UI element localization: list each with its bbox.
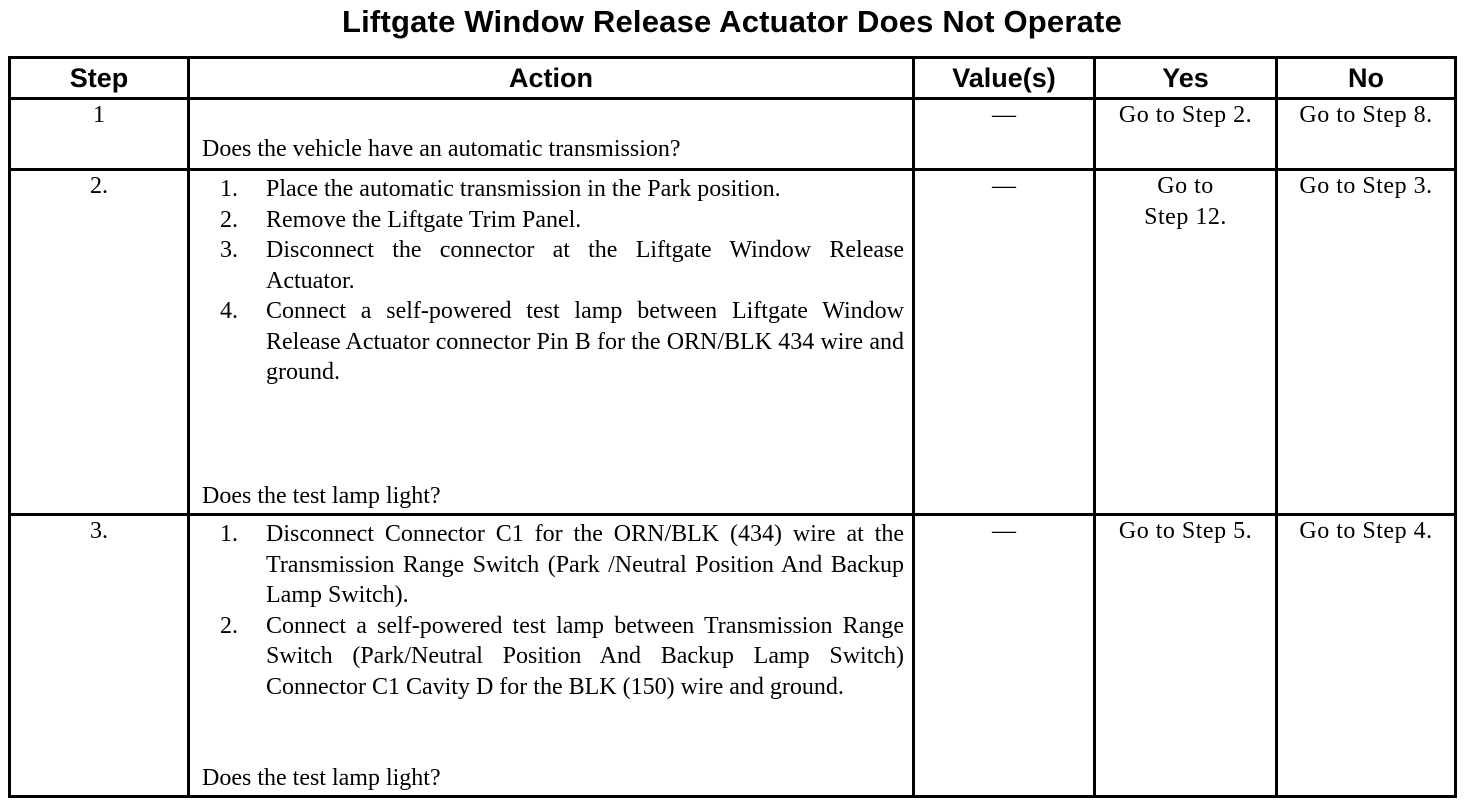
action-list — [190, 171, 912, 388]
list-item-text: Disconnect the connector at the Liftgate Window Release Actuator. — [266, 237, 904, 294]
list-item — [220, 296, 904, 388]
list-item — [220, 205, 904, 236]
list-item-number: 4. — [220, 298, 238, 324]
value-cell: — — [914, 515, 1095, 797]
page-title: Liftgate Window Release Actuator Does Not Operate — [341, 4, 1123, 39]
list-item — [220, 174, 904, 205]
header-no: No — [1277, 58, 1456, 99]
list-item-number: 3. — [220, 237, 238, 263]
header-yes: Yes — [1095, 58, 1277, 99]
header-values: Value(s) — [914, 58, 1095, 99]
header-step: Step — [10, 58, 189, 99]
list-item-text: Disconnect Connector C1 for the ORN/BLK (434) wire at the Transmission Range Switch (Park /Neutral Position And Backup Lamp Switch). — [266, 521, 904, 608]
list-item-text: Place the automatic transmission in the Park position. — [266, 176, 781, 202]
no-cell: Go to Step 3. — [1277, 170, 1456, 515]
question-text: Does the test lamp light? — [202, 764, 441, 791]
list-item-number: 1. — [220, 521, 238, 547]
yes-cell — [1095, 170, 1277, 515]
step-number: 3. — [10, 515, 189, 797]
list-item — [220, 519, 904, 611]
no-cell: Go to Step 8. — [1277, 99, 1456, 170]
list-item-text: Connect a self-powered test lamp between Liftgate Window Release Actuator connector Pin B for the ORN/BLK 434 wire and ground. — [266, 298, 904, 385]
table-header-row — [10, 58, 1456, 99]
header-action: Action — [189, 58, 914, 99]
action-cell — [189, 170, 914, 515]
yes-cell: Go to Step 2. — [1095, 99, 1277, 170]
no-cell: Go to Step 4. — [1277, 515, 1456, 797]
list-item-text: Connect a self-powered test lamp between Transmission Range Switch (Park/Neutral Position And Backup Lamp Switch) Connector C1 Cavity D for the BLK (150) wire and ground. — [266, 612, 904, 700]
table-row — [10, 99, 1456, 170]
value-cell: — — [914, 170, 1095, 515]
step-number: 2. — [10, 170, 189, 515]
diagnostic-table — [8, 56, 1457, 798]
table-row — [10, 170, 1456, 515]
action-cell — [189, 515, 914, 797]
list-item — [220, 235, 904, 296]
yes-cell-text: Go to Step 12. — [1144, 173, 1227, 230]
list-item — [220, 611, 904, 703]
step-number: 1 — [10, 99, 189, 170]
question-text: Does the vehicle have an automatic transmission? — [202, 135, 681, 162]
list-item-number: 2. — [220, 206, 238, 233]
yes-cell: Go to Step 5. — [1095, 515, 1277, 797]
list-item-number: 1. — [220, 176, 238, 202]
question-text: Does the test lamp light? — [202, 482, 441, 509]
action-cell — [189, 99, 914, 170]
table-row — [10, 515, 1456, 797]
list-item-text: Remove the Liftgate Trim Panel. — [266, 206, 582, 233]
action-list — [190, 516, 912, 702]
value-cell: — — [914, 99, 1095, 170]
list-item-number: 2. — [220, 612, 238, 639]
